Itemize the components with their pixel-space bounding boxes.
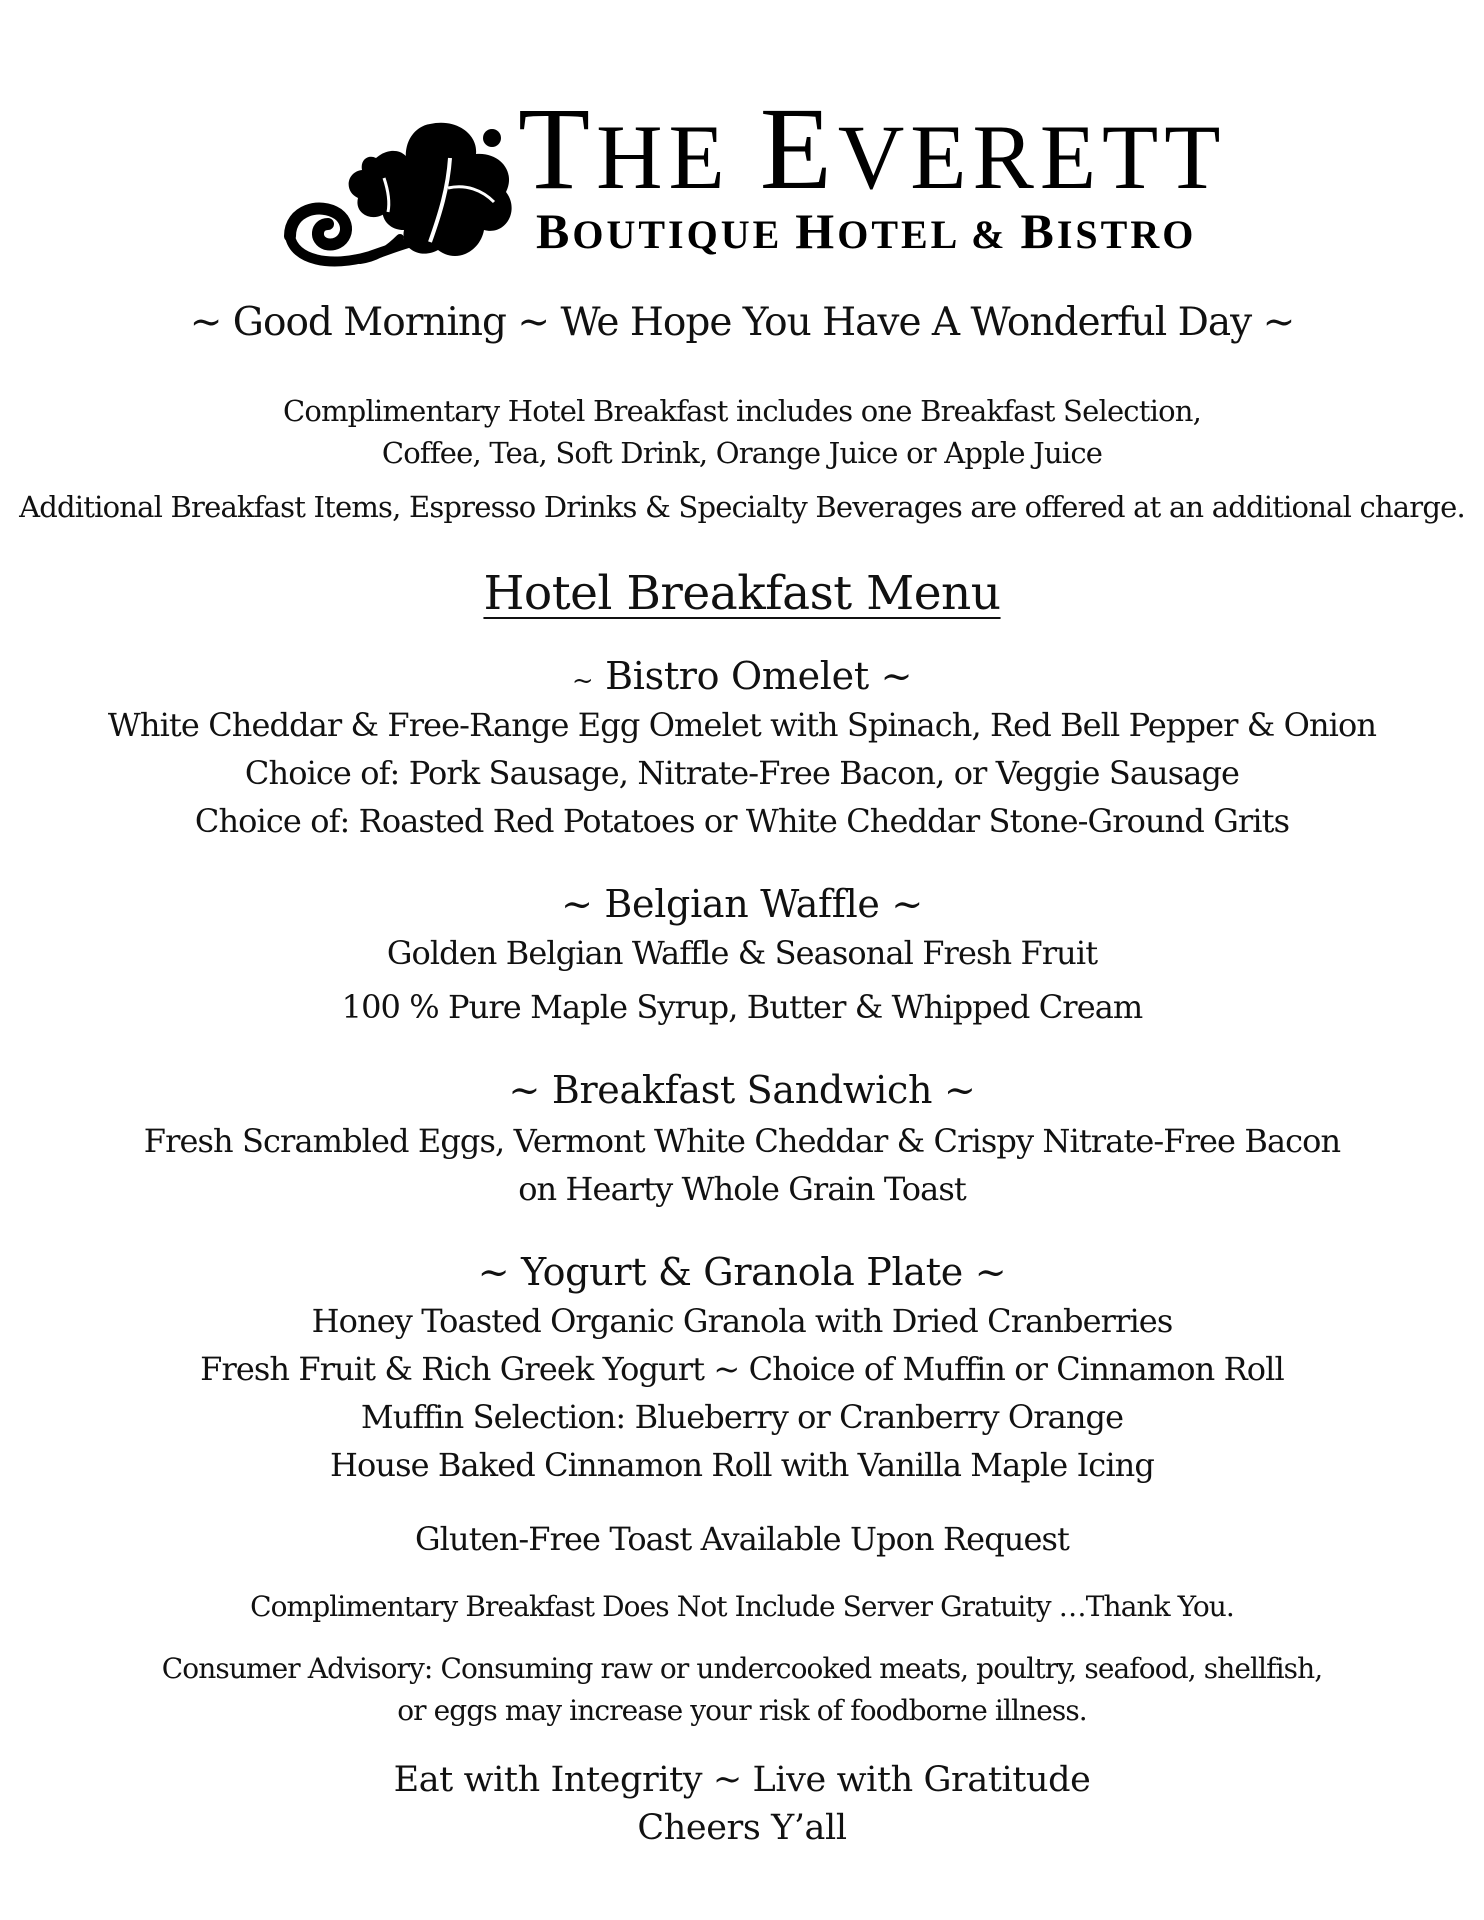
section-title-belgian-waffle: ~ Belgian Waffle ~ [561,882,923,926]
consumer-advisory-line-1: Consumer Advisory: Consuming raw or undercooked meats, poultry, seafood, shellfish, [161,1652,1323,1685]
menu-item-line: Honey Toasted Organic Granola with Dried Cranberries [311,1302,1173,1340]
gluten-free-note: Gluten-Free Toast Available Upon Request [414,1520,1070,1558]
additional-charge-note: Additional Breakfast Items, Espresso Drinks & Specialty Beverages are offered at an additional charge. [19,490,1465,524]
complimentary-line-1: Complimentary Hotel Breakfast includes one Breakfast Selection, [282,394,1202,428]
menu-item-line: 100 % Pure Maple Syrup, Butter & Whipped Cream [341,988,1143,1026]
section-title-bistro-omelet: ~ Bistro Omelet ~ [571,654,913,698]
menu-item-line: Fresh Fruit & Rich Greek Yogurt ~ Choice of Muffin or Cinnamon Roll [200,1350,1284,1388]
fleur-leaf-icon [280,118,520,268]
section-title-breakfast-sandwich: ~ Breakfast Sandwich ~ [508,1068,976,1112]
tilde-left: ~ [571,666,594,696]
menu-item-line: White Cheddar & Free-Range Egg Omelet with Spinach, Red Bell Pepper & Onion [107,706,1377,744]
hotel-name: THE EVERETT [518,83,1227,214]
menu-item-line: Golden Belgian Waffle & Seasonal Fresh Fruit [386,934,1098,972]
menu-item-line: Muffin Selection: Blueberry or Cranberry Orange [360,1398,1124,1436]
section-title-yogurt-granola: ~ Yogurt & Granola Plate ~ [477,1250,1007,1294]
greeting: ~ Good Morning ~ We Hope You Have A Wonderful Day ~ [189,300,1295,345]
menu-item-line: House Baked Cinnamon Roll with Vanilla Maple Icing [330,1446,1154,1484]
consumer-advisory-line-2: or eggs may increase your risk of foodborne illness. [397,1694,1087,1727]
menu-item-line: Fresh Scrambled Eggs, Vermont White Cheddar & Crispy Nitrate-Free Bacon [143,1122,1341,1160]
menu-item-line: on Hearty Whole Grain Toast [518,1170,966,1208]
gratuity-note: Complimentary Breakfast Does Not Include Server Gratuity …Thank You. [250,1590,1234,1623]
tilde-right: ~ [880,654,913,698]
menu-item-line: Choice of: Pork Sausage, Nitrate-Free Bacon, or Veggie Sausage [244,754,1240,792]
hotel-subtitle: BOUTIQUE HOTEL & BISTRO [536,203,1197,259]
complimentary-line-2: Coffee, Tea, Soft Drink, Orange Juice or Apple Juice [381,436,1103,470]
closing-motto: Eat with Integrity ~ Live with Gratitude [393,1760,1091,1800]
menu-item-line: Choice of: Roasted Red Potatoes or White Cheddar Stone-Ground Grits [194,802,1290,840]
menu-title: Hotel Breakfast Menu [483,566,1001,621]
hotel-logo [280,83,1290,268]
closing-cheers: Cheers Y’all [637,1808,847,1848]
